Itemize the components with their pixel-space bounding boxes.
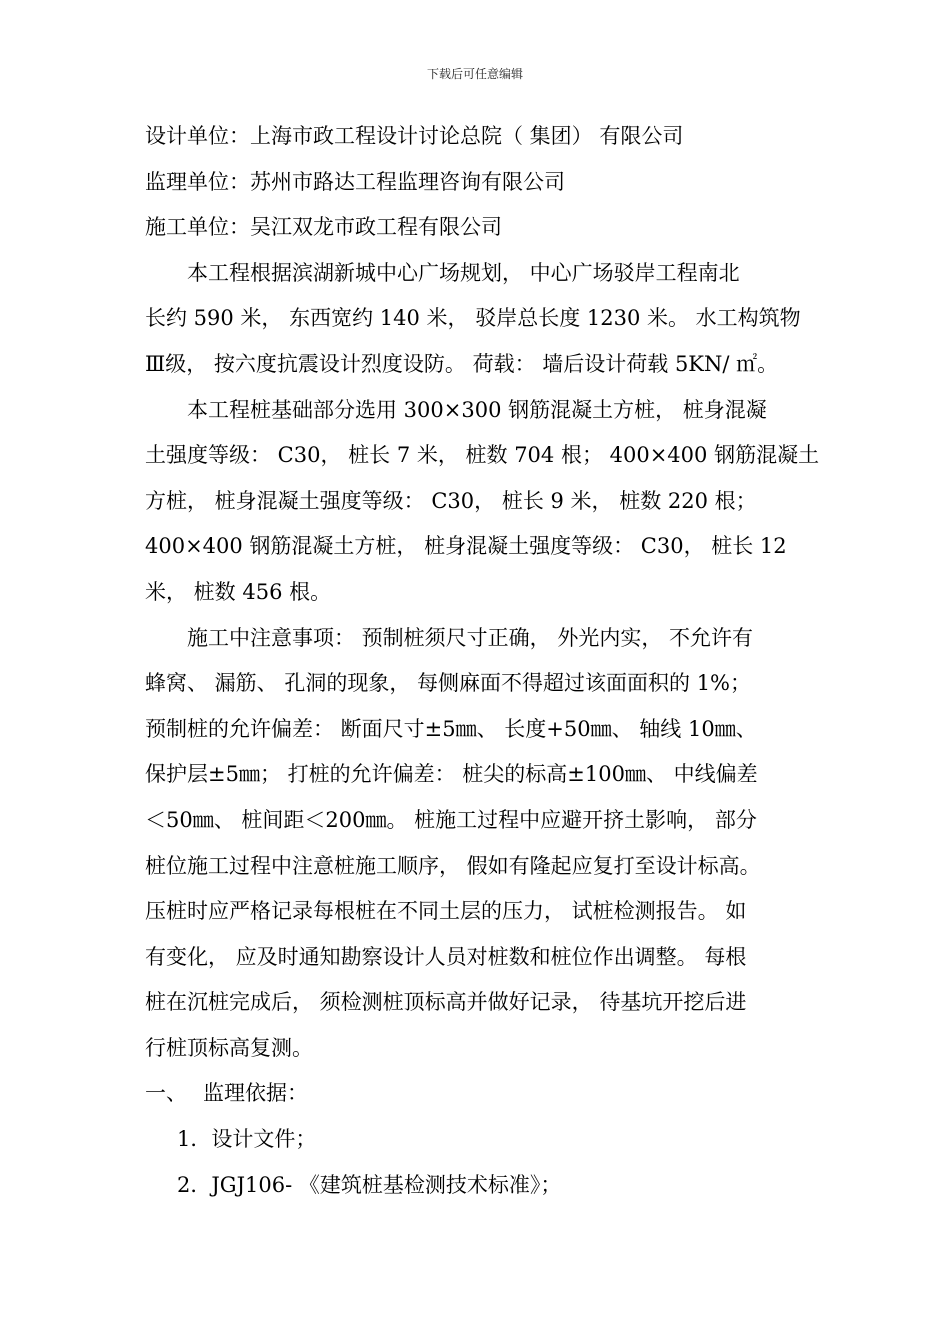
unit-colon: ： — [229, 215, 250, 240]
paragraph-line: 预制桩的允许偏差： 断面尺寸±5㎜、 长度+50㎜、 轴线 10㎜、 — [145, 716, 757, 741]
section-number: 一、 — [145, 1081, 187, 1106]
paragraph-pile-foundation — [145, 388, 820, 616]
paragraph-line: 桩在沉桩完成后， 须检测桩顶标高并做好记录， 待基坑开挖后进 — [145, 990, 747, 1015]
unit-line-supervision — [145, 160, 810, 206]
unit-label: 施工单位 — [145, 215, 229, 240]
unit-value: 吴江双龙市政工程有限公司 — [250, 215, 502, 240]
paragraph-line: 土强度等级： C30， 桩长 7 米， 桩数 704 根； 400×400 钢筋混凝土 — [145, 443, 820, 468]
unit-colon: ： — [229, 169, 250, 194]
paragraph-line: 蜂窝、 漏筋、 孔洞的现象， 每侧麻面不得超过该面面积的 1%； — [145, 671, 752, 696]
unit-line-construction — [145, 205, 810, 251]
paragraph-line: 行桩顶标高复测。 — [145, 1035, 313, 1060]
header-note: 下载后可任意编辑 — [426, 67, 523, 81]
paragraph-line: 本工程根据滨湖新城中心广场规划， 中心广场驳岸工程南北 — [187, 260, 740, 285]
paragraph-line: 米， 桩数 456 根。 — [145, 579, 332, 604]
unit-value: 苏州市路达工程监理咨询有限公司 — [250, 169, 565, 194]
paragraph-line: 桩位施工过程中注意桩施工顺序， 假如有隆起应复打至设计标高。 — [145, 853, 761, 878]
paragraph-line: 400×400 钢筋混凝土方桩， 桩身混凝土强度等级： C30， 桩长 12 — [145, 534, 787, 559]
unit-value: 上海市政工程设计讨论总院（ 集团） 有限公司 — [250, 124, 684, 148]
unit-line-design — [145, 114, 810, 160]
list-item-text: 设计文件； — [211, 1127, 317, 1152]
document-body — [145, 114, 820, 1208]
section-heading — [145, 1071, 810, 1117]
paragraph-line: 保护层±5㎜； 打桩的允许偏差： 桩尖的标高±100㎜、 中线偏差 — [145, 762, 758, 787]
list-item — [145, 1163, 810, 1209]
list-item — [145, 1117, 810, 1163]
paragraph-line: 本工程桩基础部分选用 300×300 钢筋混凝土方桩， 桩身混凝 — [187, 397, 767, 422]
unit-label: 设计单位 — [145, 124, 229, 148]
paragraph-line: Ⅲ级， 按六度抗震设计烈度设防。 荷载： 墙后设计荷载 5KN/ ㎡。 — [145, 351, 779, 376]
paragraph-line: 方桩， 桩身混凝土强度等级： C30， 桩长 9 米， 桩数 220 根； — [145, 488, 757, 513]
paragraph-line: 压桩时应严格记录每根桩在不同土层的压力， 试桩检测报告。 如 — [145, 899, 747, 924]
paragraph-line: 有变化， 应及时通知勘察设计人员对桩数和桩位作出调整。 每根 — [145, 944, 747, 969]
list-item-number: 1． — [177, 1127, 212, 1152]
section-title: 监理依据： — [203, 1081, 308, 1106]
list-item-text: JGJ106- 《建筑桩基检测技术标准》； — [211, 1172, 562, 1197]
paragraph-line: 施工中注意事项： 预制桩须尺寸正确， 外光内实， 不允许有 — [187, 625, 754, 650]
list-item-number: 2． — [177, 1172, 212, 1197]
unit-colon: ： — [229, 124, 250, 148]
unit-label: 监理单位 — [145, 169, 229, 194]
paragraph-line: ＜50㎜、 桩间距＜200㎜。 桩施工过程中应避开挤土影响， 部分 — [145, 807, 757, 832]
paragraph-construction-notes — [145, 616, 810, 1072]
paragraph-project-overview — [145, 251, 810, 388]
paragraph-line: 长约 590 米， 东西宽约 140 米， 驳岸总长度 1230 米。 水工构筑物 — [145, 306, 801, 331]
